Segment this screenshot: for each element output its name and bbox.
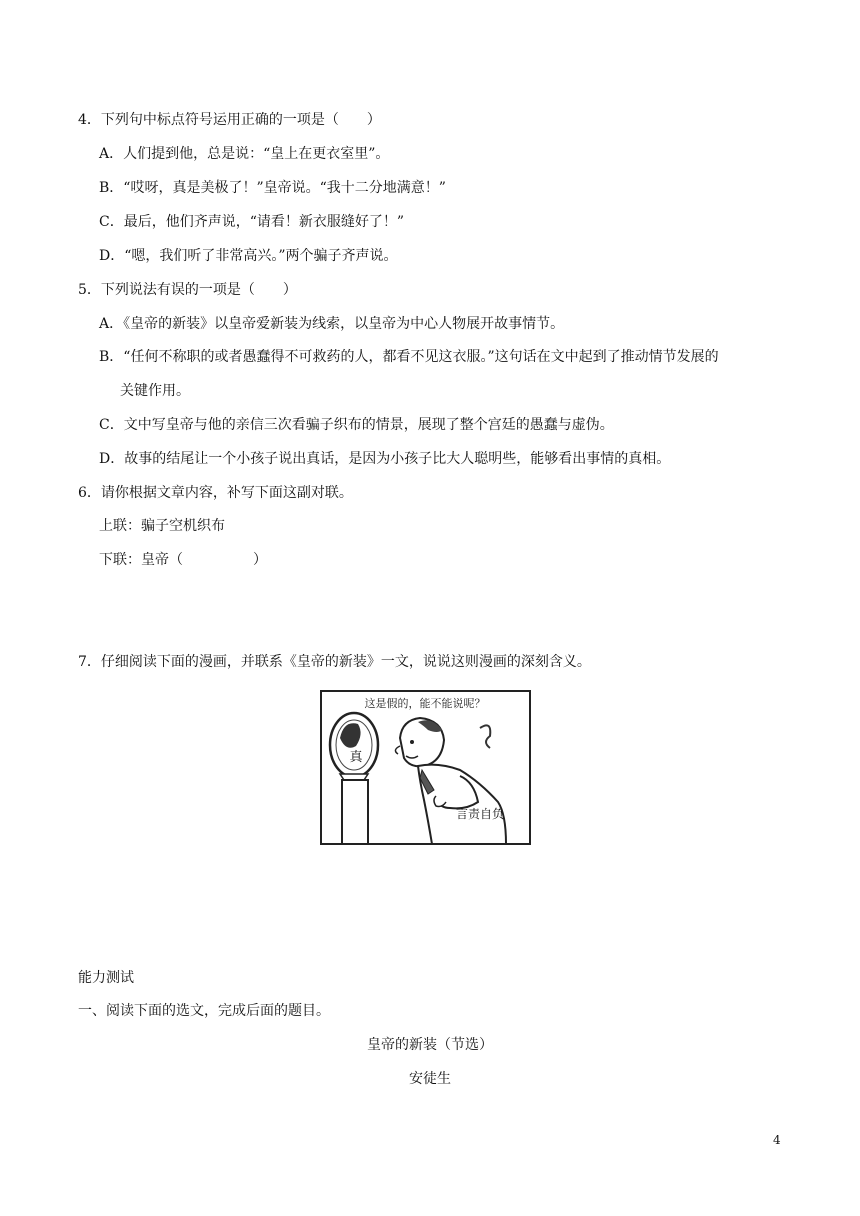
q4-option-a: A．人们提到他，总是说：“皇上在更衣室里”。 [99,146,390,162]
couplet-lower-prefix: 下联：皇帝（ [99,552,183,568]
cartoon-body-text: 言责自负 [455,807,505,821]
couplet-lower-suffix: ） [253,552,267,568]
article-author: 安徒生 [409,1071,451,1087]
section-instruction: 一、阅读下面的选文，完成后面的题目。 [78,1003,330,1019]
q5-option-c: C．文中写皇帝与他的亲信三次看骗子织布的情景，展现了整个宫廷的愚蠢与虚伪。 [99,417,614,433]
q7-stem: 7．仔细阅读下面的漫画，并联系《皇帝的新装》一文，说说这则漫画的深刻含义。 [78,654,591,670]
page-number: 4 [773,1133,781,1147]
q4-option-b: B．“哎呀，真是美极了！”皇帝说。“我十二分地满意！” [99,180,446,196]
q6-stem: 6．请你根据文章内容，补写下面这副对联。 [78,485,353,501]
q4-option-c: C．最后，他们齐声说，“请看！新衣服缝好了！” [99,214,405,230]
q4-stem: 4．下列句中标点符号运用正确的一项是（ ） [78,112,381,128]
q5-option-d: D．故事的结尾让一个小孩子说出真话，是因为小孩子比大人聪明些，能够看出事情的真相。 [99,451,671,467]
q5-option-b: B．“任何不称职的或者愚蠢得不可救药的人，都看不见这衣服。”这句话在文中起到了推动情节发展的 [99,349,719,365]
couplet-lower [99,551,267,569]
article-title: 皇帝的新装（节选） [367,1037,493,1053]
q5-stem: 5．下列说法有误的一项是（ ） [78,282,297,298]
mirror-character: 真 [349,750,363,765]
q5-option-b-cont: 关键作用。 [120,383,190,399]
section-title: 能力测试 [78,970,134,986]
couplet-upper: 上联：骗子空机织布 [99,518,225,534]
cartoon-image [320,690,531,845]
q5-option-a: A．《皇帝的新装》以皇帝爱新装为线索，以皇帝为中心人物展开故事情节。 [99,316,565,332]
cartoon-caption: 这是假的，能不能说呢？ [364,697,486,710]
q4-option-d: D．“嗯，我们听了非常高兴。”两个骗子齐声说。 [99,248,398,264]
